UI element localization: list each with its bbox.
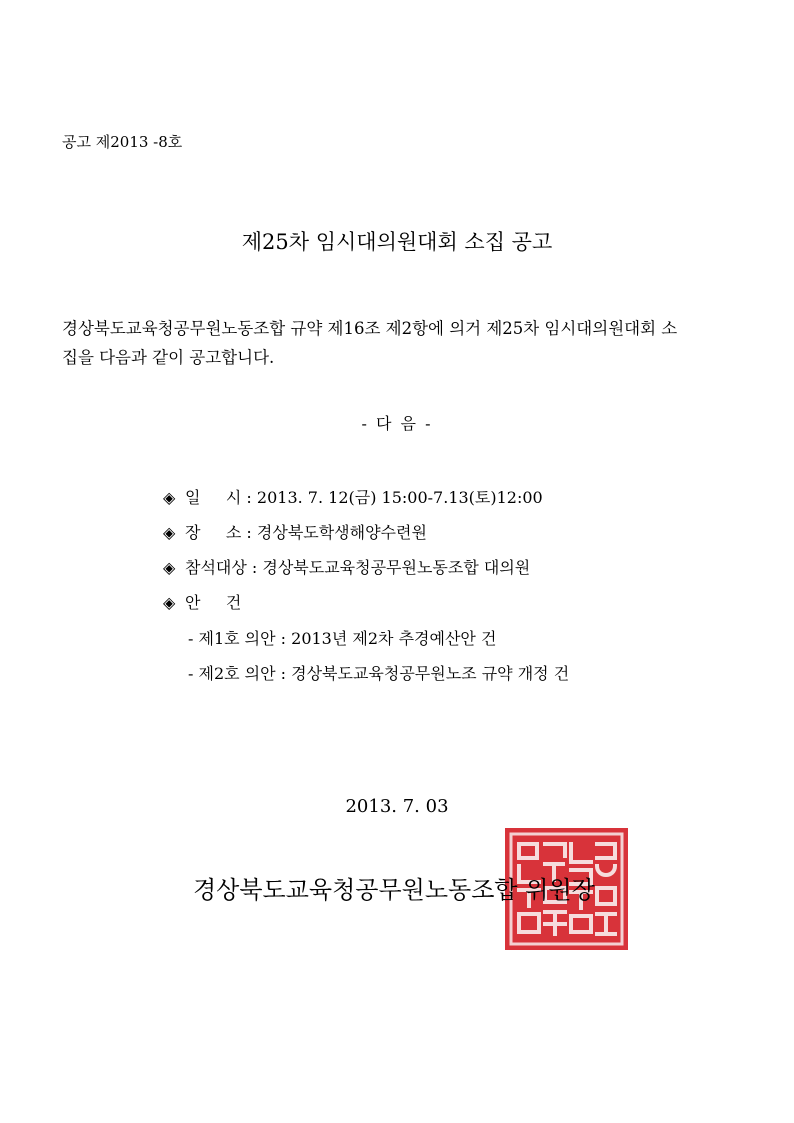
intro-line-2: 집을 다음과 같이 공고합니다. — [62, 348, 275, 367]
agenda-item-2: - 제2호 의안 : 경상북도교육청공무원노조 규약 개정 건 — [188, 664, 570, 683]
intro-line-1: 경상북도교육청공무원노동조합 규약 제16조 제2항에 의거 제25차 임시대의원대회 소 — [62, 319, 678, 338]
document-title: 제25차 임시대의원대회 소집 공고 — [241, 230, 553, 254]
item-schedule — [163, 485, 543, 508]
signer-name: 경상북도교육청공무원노동조합 위원장 — [193, 876, 595, 904]
item-location — [163, 520, 427, 543]
item-agenda — [163, 590, 241, 613]
agenda-item-1: - 제1호 의안 : 2013년 제2차 추경예산안 건 — [188, 629, 497, 648]
item-attendees-text: 참석대상 : 경상북도교육청공무원노동조합 대의원 — [185, 558, 531, 577]
notice-number: 공고 제2013 -8호 — [62, 133, 183, 151]
document-date: 2013. 7. 03 — [345, 796, 449, 817]
item-location-text: 장 소 : 경상북도학생해양수련원 — [185, 523, 427, 542]
item-agenda-text: 안 건 — [185, 593, 242, 612]
item-attendees — [163, 555, 530, 578]
item-schedule-text: 일 시 : 2013. 7. 12(금) 15:00-7.13(토)12:00 — [185, 488, 543, 507]
diamond-bullet-icon: ◈ — [163, 593, 176, 612]
diamond-bullet-icon: ◈ — [163, 523, 176, 542]
diamond-bullet-icon: ◈ — [163, 558, 176, 577]
diamond-bullet-icon: ◈ — [163, 488, 176, 507]
section-divider: - 다 음 - — [361, 414, 433, 433]
